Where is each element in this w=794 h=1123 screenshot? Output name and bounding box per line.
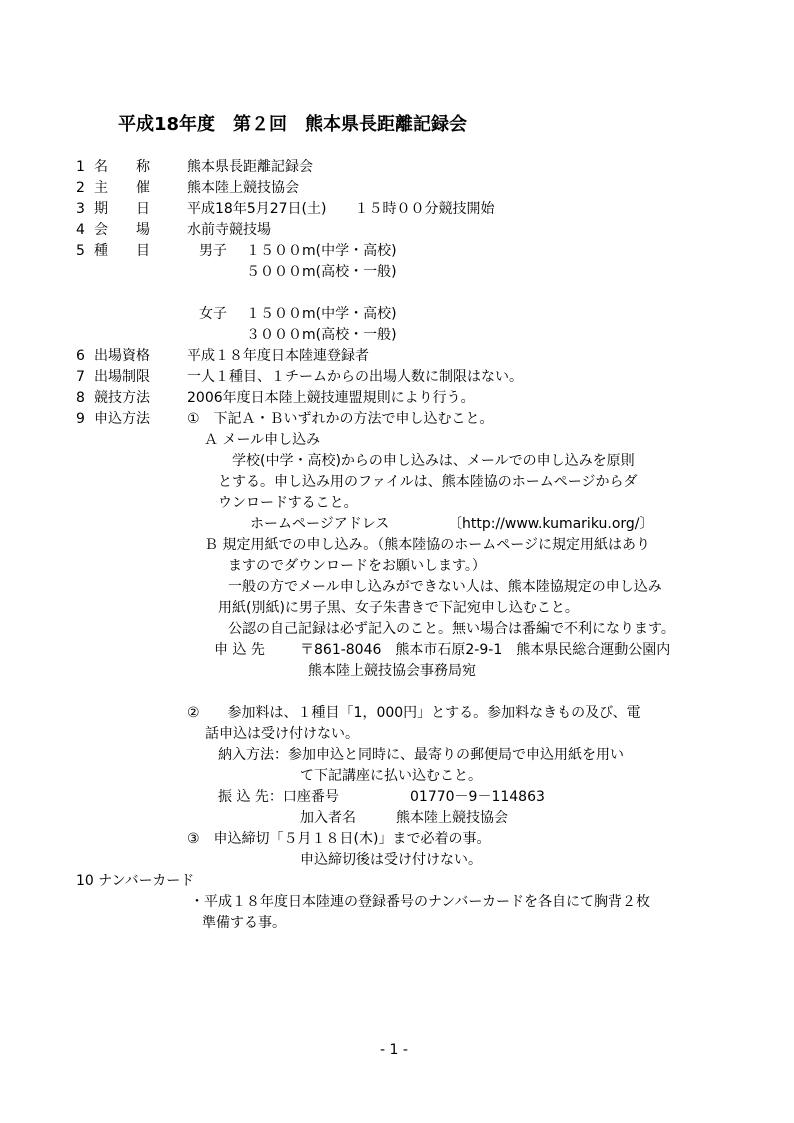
method-b-text: 一般の方でメール申し込みができない人は、熊本陸協規定の申し込み xyxy=(228,579,662,595)
method-a-text: とする。申し込み用のファイルは、熊本陸協のホームページからダ xyxy=(218,474,638,490)
item-number: 2 xyxy=(76,180,85,196)
item-label: 競技方法 xyxy=(94,390,150,406)
method-b-text: Ｂ 規定用紙での申し込み。（熊本陸協のホームページに規定用紙はあり xyxy=(204,537,651,553)
item-value: 一人１種目、１チームからの出場人数に制限はない。 xyxy=(187,369,523,385)
account-label: 振 込 先：口座番号 xyxy=(218,789,339,805)
number-card-text: ・平成１８年度日本陸連の登録番号のナンバーカードを各自にて胸背２枚 xyxy=(190,894,651,910)
event-women-1500m: １５００m(中学・高校) xyxy=(246,306,397,322)
page-number: - 1 - xyxy=(380,1042,408,1058)
page-title: 平成18年度 第２回 熊本県長距離記録会 xyxy=(118,114,468,135)
fee-text: ② 参加料は、１種目「1，000円」とする。参加料なきもの及び、電 xyxy=(187,705,641,721)
event-women-label: 女子 xyxy=(199,306,227,322)
item-value: 水前寺競技場 xyxy=(187,222,271,238)
payment-method: て下記講座に払い込むこと。 xyxy=(300,768,482,784)
deadline-text: 申込締切後は受け付けない。 xyxy=(300,852,482,868)
item-number: 7 xyxy=(76,369,85,385)
item-number: 9 xyxy=(76,411,85,427)
method-b-text: ますのでダウンロードをお願いします。） xyxy=(228,558,486,574)
item-value: 熊本県長距離記録会 xyxy=(187,159,313,175)
destination-label: 申 込 先 xyxy=(214,642,265,658)
item-value: ① 下記Ａ・Ｂいずれかの方法で申し込むこと。 xyxy=(187,411,494,427)
destination-org: 熊本陸上競技協会事務局宛 xyxy=(308,663,476,679)
method-a-text: ウンロードすること。 xyxy=(218,495,358,511)
item-number: 3 xyxy=(76,201,85,217)
event-men-1500m: １５００m(中学・高校) xyxy=(246,243,397,259)
item-value: 2006年度日本陸上競技連盟規則により行う。 xyxy=(187,390,475,406)
event-men-label: 男子 xyxy=(199,243,227,259)
item-label: 主 催 xyxy=(94,180,150,196)
event-men-5000m: ５０００m(高校・一般) xyxy=(246,264,397,280)
item-label: 名 称 xyxy=(94,159,150,175)
method-a-text: 学校(中学・高校)からの申し込みは、メールでの申し込みを原則 xyxy=(232,453,635,469)
method-b-text: 公認の自己記録は必ず記入のこと。無い場合は番編で不利になります。 xyxy=(228,621,675,637)
holder-label: 加入者名 xyxy=(300,810,356,826)
item-number: 1 xyxy=(76,159,85,175)
method-b-text: 用紙(別紙)に男子黒、女子朱書きで下記宛申し込むこと。 xyxy=(218,600,579,616)
item-label: 種 目 xyxy=(94,243,150,259)
event-women-3000m: ３０００m(高校・一般) xyxy=(246,327,397,343)
holder-name: 熊本陸上競技協会 xyxy=(396,810,508,826)
number-card-text: 準備する事。 xyxy=(202,915,286,931)
item-number: 8 xyxy=(76,390,85,406)
homepage-url: 〔http://www.kumariku.org/〕 xyxy=(448,516,654,532)
deadline-text: ③ 申込締切「５月１８日(木)」まで必着の事。 xyxy=(187,831,491,847)
item-label: 申込方法 xyxy=(94,411,150,427)
method-a-heading: Ａ メール申し込み xyxy=(204,432,321,448)
destination-address: 〒861-8046 熊本市石原2-9-1 熊本県民総合運動公園内 xyxy=(300,642,671,658)
item-number: 6 xyxy=(76,348,85,364)
item-label: 出場資格 xyxy=(94,348,150,364)
homepage-label: ホームページアドレス xyxy=(250,516,390,532)
item-value: 平成１８年度日本陸連登録者 xyxy=(187,348,369,364)
item-number: 4 xyxy=(76,222,85,238)
item-label: 出場制限 xyxy=(94,369,150,385)
fee-text: 話申込は受け付けない。 xyxy=(205,726,359,742)
item-value: 熊本陸上競技協会 xyxy=(187,180,299,196)
payment-method: 納入方法：参加申込と同時に、最寄りの郵便局で申込用紙を用い xyxy=(218,747,624,763)
number-card-heading: 10 ナンバーカード xyxy=(76,873,195,889)
account-number: 01770－9－114863 xyxy=(410,789,545,805)
item-label: 期 日 xyxy=(94,201,150,217)
item-value: 平成18年5月27日(土) １５時００分競技開始 xyxy=(187,201,495,217)
item-label: 会 場 xyxy=(94,222,150,238)
item-number: 5 xyxy=(76,243,85,259)
